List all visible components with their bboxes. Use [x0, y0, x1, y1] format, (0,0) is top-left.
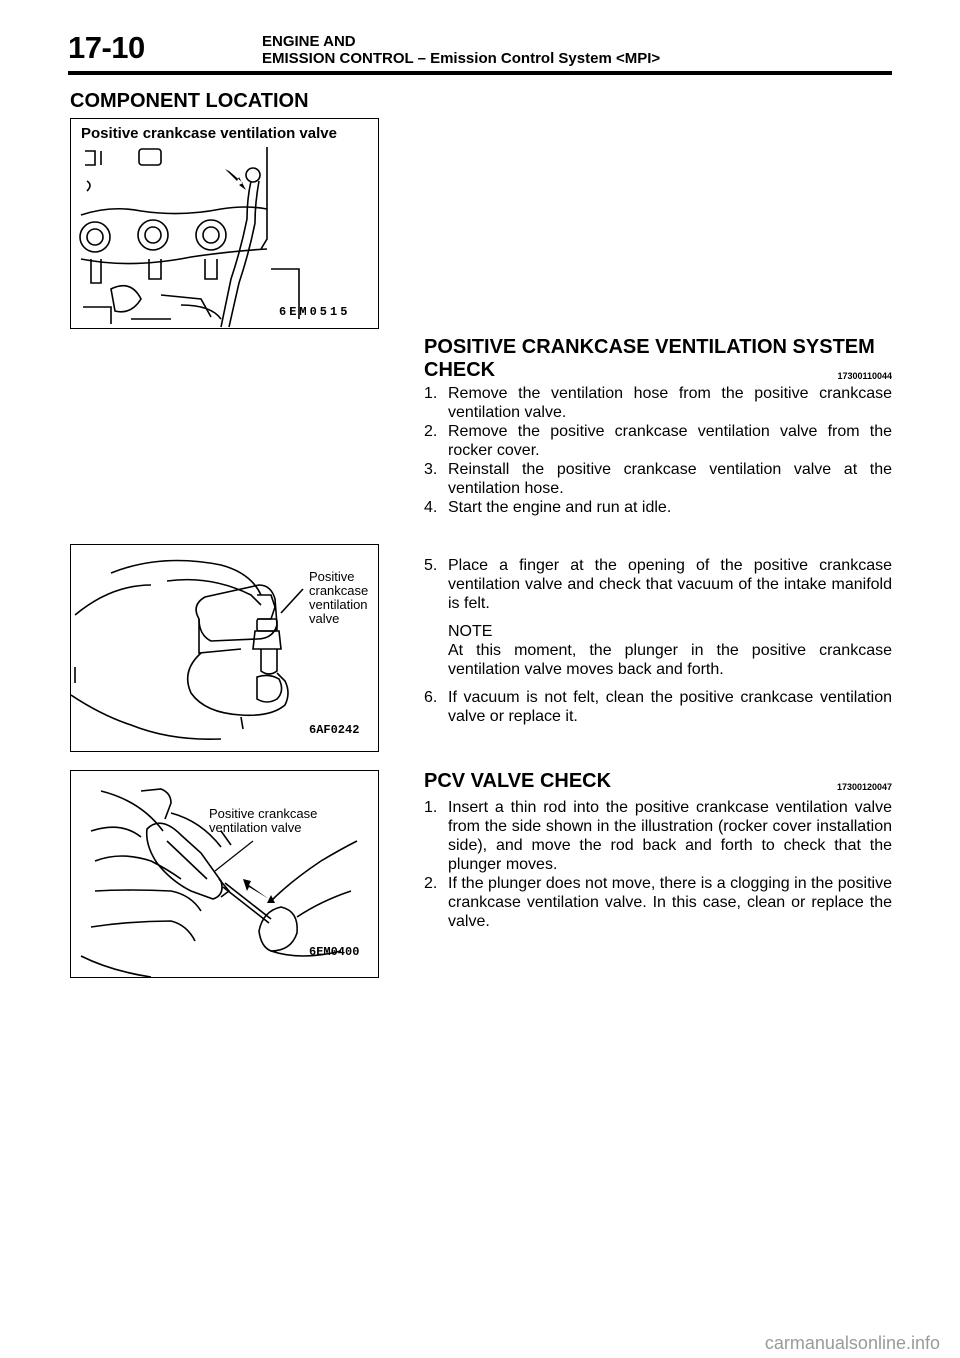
note	[424, 622, 892, 679]
page-number: 17-10	[68, 30, 145, 65]
list-item: 2. If the plunger does not move, there is a clogging in the positive crankcase ventilation valve. In this case, clean or replace the valve.	[424, 875, 892, 930]
figure-code: 6EM0400	[309, 945, 360, 959]
pcv-valve-steps	[424, 798, 892, 931]
pcv-system-check-code: 17300110044	[837, 371, 892, 381]
list-item: 6. If vacuum is not felt, clean the positive crankcase ventilation valve or replace it.	[424, 689, 892, 725]
list-item: 1. Remove the ventilation hose from the positive crankcase ventilation valve.	[424, 385, 892, 421]
figure-code: 6AF0242	[309, 723, 360, 737]
figure-rod-insert-check	[70, 770, 379, 978]
figure-finger-vacuum-check	[70, 544, 379, 752]
pcv-system-steps-a	[424, 384, 892, 517]
pcv-valve-check-code: 17300120047	[836, 782, 892, 792]
list-item: 4. Start the engine and run at idle.	[424, 499, 672, 516]
component-location-title: COMPONENT LOCATION	[70, 90, 309, 112]
figure-component-location	[70, 118, 379, 329]
header-section: EMISSION CONTROL – Emission Control System <MPI>	[262, 50, 661, 67]
note-heading: NOTE	[448, 623, 493, 640]
header-chapter: ENGINE AND	[262, 33, 356, 50]
pcv-system-check-title	[424, 336, 892, 382]
pcv-system-check-title-line1: POSITIVE CRANKCASE VENTILATION SYSTEM	[424, 336, 875, 358]
pcv-system-check-title-line2: CHECK	[424, 359, 496, 381]
note-text: At this moment, the plunger in the positive crankcase ventilation valve moves back and forth.	[448, 642, 892, 678]
watermark: carmanualsonline.info	[764, 1333, 940, 1353]
list-item: 3. Reinstall the positive crankcase ventilation valve at the ventilation hose.	[424, 461, 892, 497]
figure-code: 6EM0515	[279, 305, 351, 319]
figure-label: Positive crankcase ventilation valve	[209, 806, 318, 835]
list-item: 5. Place a finger at the opening of the positive crankcase ventilation valve and check that vacuum of the intake manifold is felt.	[424, 557, 892, 612]
pcv-system-steps-b	[424, 556, 892, 726]
pcv-valve-check-title	[424, 770, 892, 793]
list-item: 1. Insert a thin rod into the positive crankcase ventilation valve from the side shown in the illustration (rocker cover installation side), and move the rod back and forth to check that the plunger moves.	[424, 799, 892, 873]
list-item: 2. Remove the positive crankcase ventilation valve from the rocker cover.	[424, 423, 892, 459]
figure-label: Positive crankcase ventilation valve	[81, 125, 337, 142]
figure-label: Positive crankcase ventilation valve	[309, 569, 369, 626]
engine-illustration	[71, 119, 378, 328]
header-rule	[68, 71, 892, 75]
pcv-valve-check-title-text: PCV VALVE CHECK	[424, 770, 612, 792]
